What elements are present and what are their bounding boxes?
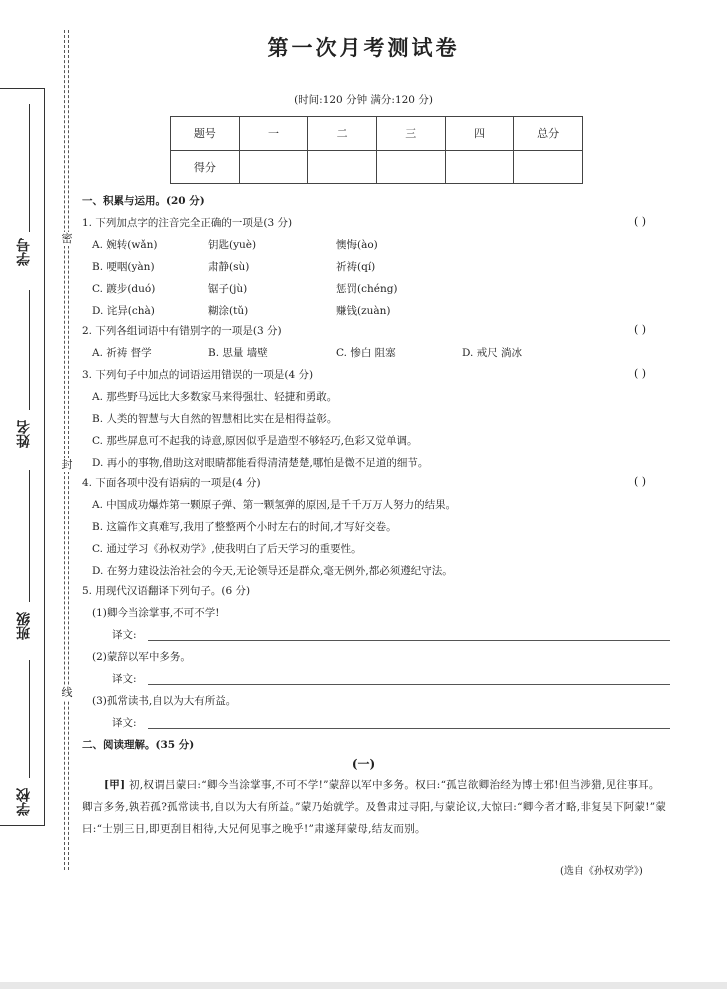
- q2-option-b: B. 思量 墙壁: [208, 347, 268, 359]
- score-cell: 总分: [514, 117, 583, 151]
- q3-option-d: D. 再小的事物,借助这对眼睛都能看得清清楚楚,哪怕是微不足道的细节。: [92, 457, 429, 469]
- q4-answer-paren[interactable]: ( ): [634, 475, 647, 488]
- q2-option-a: A. 祈祷 督学: [92, 347, 152, 359]
- seal-dashed-line-inner: [68, 30, 69, 870]
- seal-mark-xian: 线: [61, 686, 73, 699]
- seal-mark-mi: 密: [61, 232, 73, 245]
- q1-stem: 1. 下列加点字的注音完全正确的一项是(3 分): [82, 217, 293, 229]
- q2-option-c: C. 惨白 阻塞: [336, 347, 396, 359]
- section2-heading: 二、阅读理解。(35 分): [82, 739, 195, 751]
- q2-option-d: D. 戒尺 淌冰: [462, 347, 523, 359]
- passage-text: [82, 774, 670, 840]
- score-cell: 二: [308, 117, 377, 151]
- q5-answer-label-1: 译文:: [112, 629, 137, 641]
- score-input-cell[interactable]: [239, 150, 308, 184]
- class-line: [29, 470, 30, 602]
- name-line: [29, 290, 30, 410]
- q2-stem: 2. 下列各组词语中有错别字的一项是(3 分): [82, 325, 282, 337]
- q3-stem: 3. 下列句子中加点的词语运用错误的一项是(4 分): [82, 369, 314, 381]
- q5-answer-line-2[interactable]: [148, 684, 670, 685]
- q1-answer-paren[interactable]: ( ): [634, 215, 647, 228]
- score-value-row: [171, 150, 583, 184]
- q5-item-1: (1)卿今当涂掌事,不可不学!: [92, 607, 220, 619]
- score-cell: 三: [376, 117, 445, 151]
- q4-option-d: D. 在努力建设法治社会的今天,无论领导还是群众,毫无例外,都必须遵纪守法。: [92, 565, 453, 577]
- q1-option-a-2: 钥匙(yuè): [208, 239, 257, 251]
- q1-option-c-3: 惩罚(chéng): [336, 283, 398, 295]
- q1-option-b-2: 肃静(sù): [208, 261, 250, 273]
- score-cell: 一: [239, 117, 308, 151]
- score-cell: 题号: [171, 117, 240, 151]
- passage-label: [甲]: [104, 779, 126, 791]
- q1-option-a: A. 婉转(wǎn): [92, 239, 158, 251]
- q5-answer-line-1[interactable]: [148, 640, 670, 641]
- q1-option-a-3: 懊悔(ào): [336, 239, 378, 251]
- q1-option-d: D. 诧异(chà): [92, 305, 155, 317]
- page-footer-bar: [0, 982, 727, 989]
- school-label: 学校: [16, 788, 32, 816]
- q4-option-b: B. 这篇作文真难写,我用了整整两个小时左右的时间,才写好交卷。: [92, 521, 397, 533]
- section1-heading: 一、积累与运用。(20 分): [82, 195, 205, 207]
- student-id-line: [29, 104, 30, 232]
- q1-option-d-3: 赚钱(zuàn): [336, 305, 391, 317]
- q5-answer-label-3: 译文:: [112, 717, 137, 729]
- q1-option-d-2: 糊涂(tǔ): [208, 305, 249, 317]
- q3-option-a: A. 那些野马远比大多数家马来得强壮、轻捷和勇敢。: [92, 391, 338, 403]
- score-input-cell[interactable]: [308, 150, 377, 184]
- score-table: [170, 116, 583, 184]
- q4-option-a: A. 中国成功爆炸第一颗原子弹、第一颗氢弹的原因,是千千万万人努力的结果。: [92, 499, 457, 511]
- seal-mark-feng: 封: [61, 458, 73, 471]
- binding-strip: [0, 88, 45, 826]
- passage-subheading: (一): [351, 757, 376, 771]
- seal-dashed-line: [64, 30, 65, 870]
- time-info: (时间:120 分钟 满分:120 分): [294, 94, 433, 106]
- q5-answer-label-2: 译文:: [112, 673, 137, 685]
- q2-answer-paren[interactable]: ( ): [634, 323, 647, 336]
- score-cell: 得分: [171, 150, 240, 184]
- student-id-label: 学号: [16, 238, 32, 266]
- score-cell: 四: [445, 117, 514, 151]
- q5-item-2: (2)蒙辞以军中多务。: [92, 651, 191, 663]
- class-label: 班级: [16, 612, 32, 640]
- q1-option-b-3: 祈祷(qí): [336, 261, 376, 273]
- score-input-cell[interactable]: [514, 150, 583, 184]
- score-input-cell[interactable]: [445, 150, 514, 184]
- q5-item-3: (3)孤常读书,自以为大有所益。: [92, 695, 237, 707]
- q4-option-c: C. 通过学习《孙权劝学》,使我明白了后天学习的重要性。: [92, 543, 362, 555]
- passage-body: 初,权谓吕蒙曰:“卿今当涂掌事,不可不学!”蒙辞以军中多务。权曰:“孤岂欲卿治经为博士邪!但当涉猎,见往事耳。卿言多务,孰若孤?孤常读书,自以为大有所益。”蒙乃始就学。及鲁肃过寻阳,与蒙论议,大惊曰:“卿今者才略,非复吴下阿蒙!”蒙曰:“士别三日,即更刮目相待,大兄何见事之晚乎!”肃遂拜蒙母,结友而别。: [82, 779, 667, 835]
- q3-option-c: C. 那些屏息可不起我的诗意,原因似乎是造型不够轻巧,色彩又觉单调。: [92, 435, 418, 447]
- name-label: 姓名: [16, 420, 32, 448]
- passage-source: (选自《孙权劝学》): [560, 866, 643, 877]
- score-header-row: [171, 117, 583, 151]
- q4-stem: 4. 下面各项中没有语病的一项是(4 分): [82, 477, 261, 489]
- q5-answer-line-3[interactable]: [148, 728, 670, 729]
- q1-option-c: C. 踱步(duó): [92, 283, 156, 295]
- score-input-cell[interactable]: [376, 150, 445, 184]
- q3-option-b: B. 人类的智慧与大自然的智慧相比实在是相得益彰。: [92, 413, 338, 425]
- q5-stem: 5. 用现代汉语翻译下列句子。(6 分): [82, 585, 251, 597]
- q1-option-c-2: 锯子(jù): [208, 283, 248, 295]
- q1-option-b: B. 哽咽(yàn): [92, 261, 155, 273]
- exam-title: 第一次月考测试卷: [267, 35, 460, 60]
- q3-answer-paren[interactable]: ( ): [634, 367, 647, 380]
